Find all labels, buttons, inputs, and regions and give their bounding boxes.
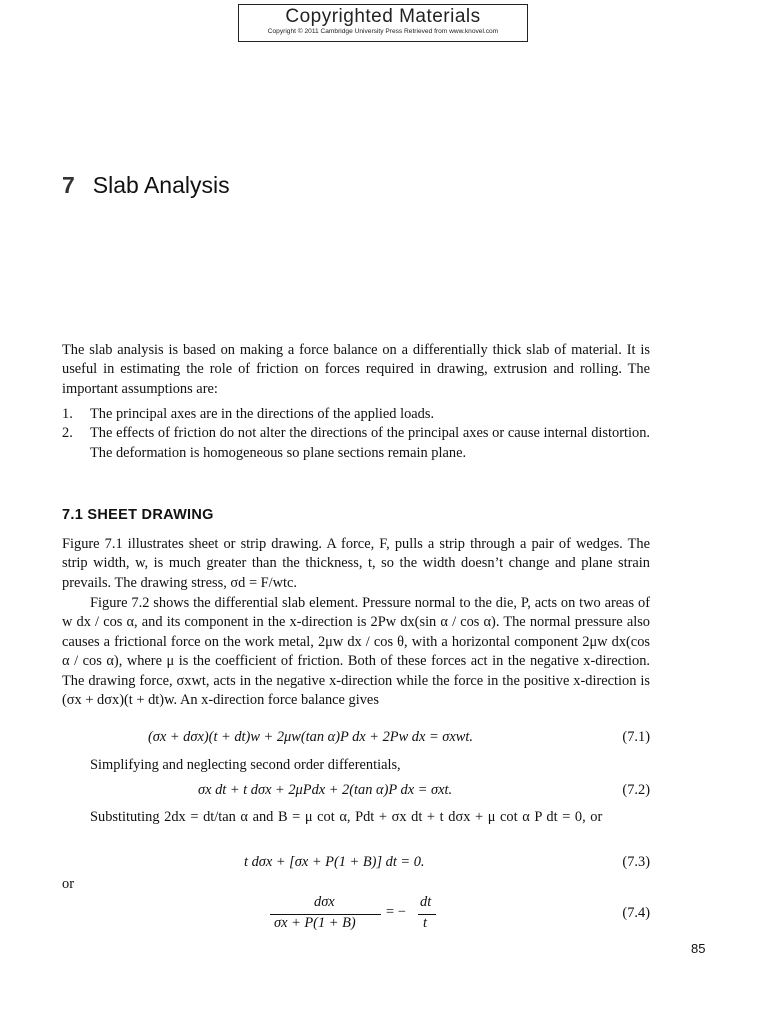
body-paragraph-3	[62, 756, 650, 775]
paragraph-text: Figure 7.2 shows the differential slab element. Pressure normal to the die, P, acts on two areas of w dx / cos α, and its component in the x-direction is 2Pw dx(sin α / cos α). The normal pressure also causes a frictional force on the work metal, 2μw dx / cos θ, with a horizontal component 2μw dx(cos α / cos α), where μ is the coefficient of friction. Both of these forces act in the negative x-direction. The drawing force, σxwt, acts in the negative x-direction while the force in the positive x-direction is (σx + dσx)(t + dt)w. An x-direction force balance gives	[62, 595, 650, 709]
intro-text: The slab analysis is based on making a force balance on a differentially thick slab of material. It is useful in estimating the role of friction on forces required in drawing, extrusion and rolling. The important assumptions are:	[62, 342, 650, 397]
fraction-numerator: dσx	[314, 894, 335, 910]
chapter-heading	[62, 172, 230, 199]
page-number: 85	[691, 941, 706, 956]
or-connector	[62, 875, 650, 894]
equation-7-2	[62, 782, 650, 802]
list-item	[62, 424, 650, 463]
equation-number: (7.3)	[622, 854, 650, 870]
list-item-number: 1.	[62, 406, 73, 422]
equals-minus: = −	[386, 904, 406, 920]
equation-7-3	[62, 854, 650, 874]
list-item-number: 2.	[62, 425, 73, 442]
body-paragraph-1	[62, 535, 650, 593]
paragraph-text: Substituting 2dx = dt/tan α and B = μ cot α, Pdt + σx dt + t dσx + μ cot α P dt = 0, or	[90, 809, 603, 825]
chapter-number: 7	[62, 172, 75, 198]
equation-7-1	[62, 729, 650, 749]
equation-7-4-number	[62, 905, 650, 925]
equation-body: σx dt + t dσx + 2μPdx + 2(tan α)P dx = σxt.	[198, 782, 453, 798]
copyright-stamp	[238, 4, 528, 42]
rhs-numerator: dt	[420, 894, 432, 910]
fraction-denominator: σx + P(1 + B)	[274, 915, 356, 931]
chapter-title: Slab Analysis	[92, 172, 230, 198]
list-item-text: The principal axes are in the directions of the applied loads.	[90, 406, 435, 422]
equation-number: (7.2)	[622, 782, 650, 798]
body-paragraph-2	[62, 594, 650, 710]
list-item	[62, 405, 650, 424]
intro-paragraph	[62, 341, 650, 399]
equation-number: (7.1)	[622, 729, 650, 745]
stamp-title: Copyrighted Materials	[285, 6, 481, 27]
equation-body: t dσx + [σx + P(1 + B)] dt = 0.	[244, 854, 425, 870]
paragraph-text: Figure 7.1 illustrates sheet or strip drawing. A force, F, pulls a strip through a pair of wedges. The strip width, w, is much greater than the thickness, t, so the width doesn’t change and plane strain prevails. The drawing stress, σd = F/wtc.	[62, 536, 650, 591]
list-item-text: The effects of friction do not alter the directions of the principal axes or cause internal distortion. The deformation is homogeneous so plane sections remain plane.	[90, 425, 650, 461]
assumption-list	[62, 405, 650, 463]
equation-number: (7.4)	[622, 905, 650, 921]
stamp-subtitle: Copyright © 2011 Cambridge University Press Retrieved from www.knovel.com	[267, 28, 499, 35]
equation-body: (σx + dσx)(t + dt)w + 2μw(tan α)P dx + 2Pw dx = σxwt.	[148, 729, 473, 745]
section-heading: 7.1 SHEET DRAWING	[62, 507, 214, 523]
paragraph-text: or	[62, 876, 74, 892]
paragraph-text: Simplifying and neglecting second order differentials,	[90, 757, 401, 773]
rhs-denominator: t	[423, 915, 427, 931]
body-paragraph-4	[62, 808, 650, 827]
